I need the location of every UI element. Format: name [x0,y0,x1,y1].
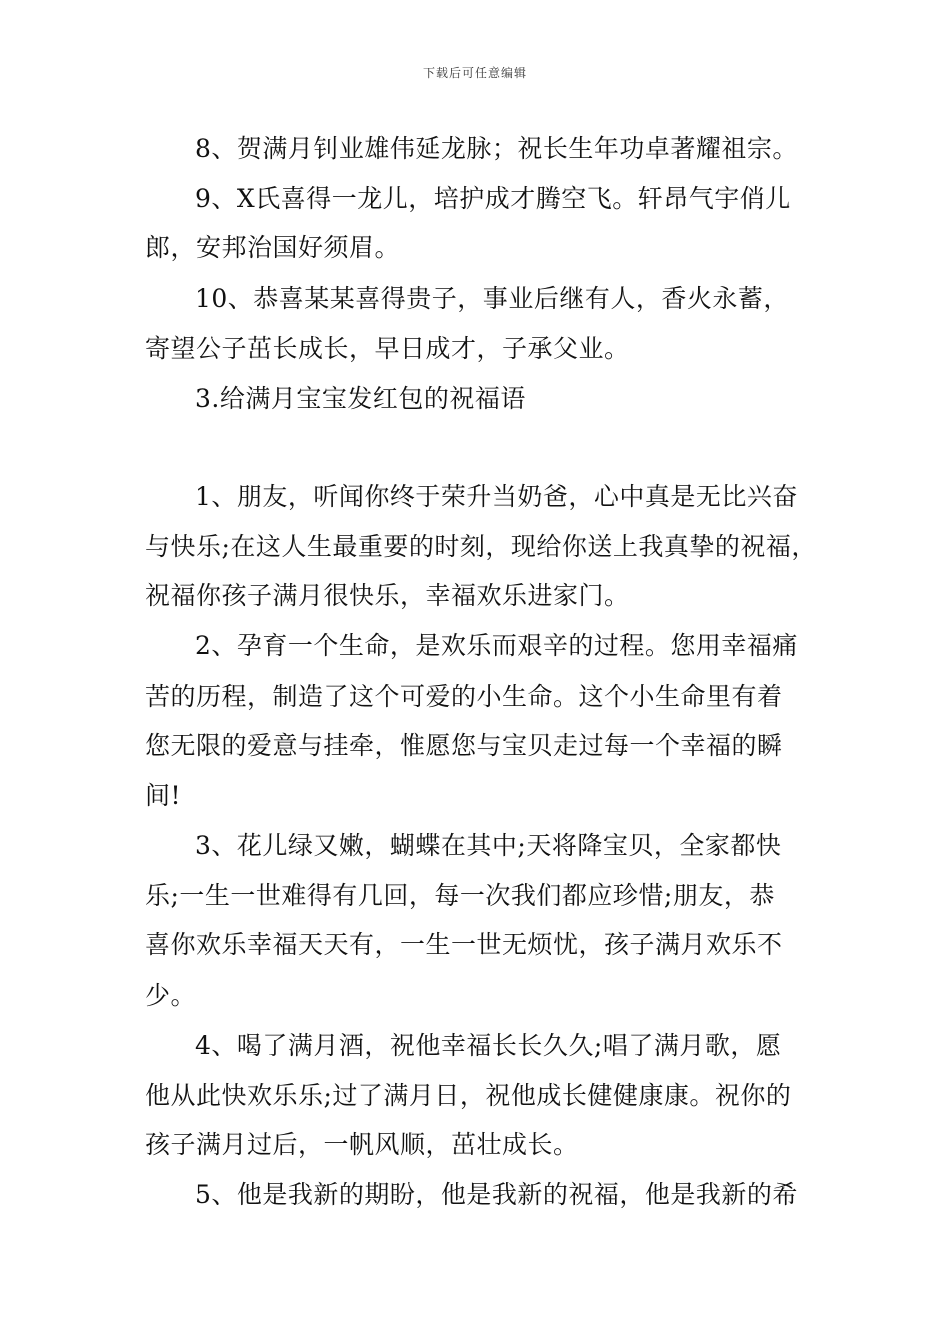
text-line: 与快乐;在这人生最重要的时刻，现给你送上我真挚的祝福， [145,532,817,561]
text-line: 孩子满月过后，一帆风顺，茁壮成长。 [145,1130,579,1159]
text-line: 1、朋友，听闻你终于荣升当奶爸，心中真是无比兴奋 [195,482,798,511]
text-line: 您无限的爱意与挂牵，惟愿您与宝贝走过每一个幸福的瞬 [145,731,783,760]
text-line: 3.给满月宝宝发红包的祝福语 [195,384,526,413]
text-line: 2、孕育一个生命，是欢乐而艰辛的过程。您用幸福痛 [195,631,798,660]
text-line: 苦的历程，制造了这个可爱的小生命。这个小生命里有着 [145,682,783,711]
text-line: 10、恭喜某某喜得贵子，事业后继有人，香火永蓄， [195,284,789,313]
text-line: 乐;一生一世难得有几回，每一次我们都应珍惜;朋友，恭 [145,881,775,910]
text-line: 寄望公子茁长成长，早日成才，子承父业。 [145,334,630,363]
text-line: 5、他是我新的期盼，他是我新的祝福，他是我新的希 [195,1180,798,1209]
page-header: 下载后可任意编辑 [422,66,527,80]
text-line: 9、X氏喜得一龙儿，培护成才腾空飞。轩昂气宇俏儿 [195,184,791,213]
text-line: 郎，安邦治国好须眉。 [145,233,401,262]
text-line: 间! [145,781,182,810]
text-line: 少。 [145,981,197,1010]
text-line: 8、贺满月钊业雄伟延龙脉；祝长生年功卓著耀祖宗。 [195,134,798,163]
text-line: 4、喝了满月酒，祝他幸福长长久久;唱了满月歌，愿 [195,1031,782,1060]
text-line: 祝福你孩子满月很快乐，幸福欢乐进家门。 [145,581,630,610]
text-line: 喜你欢乐幸福天天有，一生一世无烦忧，孩子满月欢乐不 [145,930,783,959]
text-line: 他从此快欢乐乐;过了满月日，祝他成长健健康康。祝你的 [145,1081,792,1110]
text-line: 3、花儿绿又嫩，蝴蝶在其中;天将降宝贝，全家都快 [195,831,782,860]
